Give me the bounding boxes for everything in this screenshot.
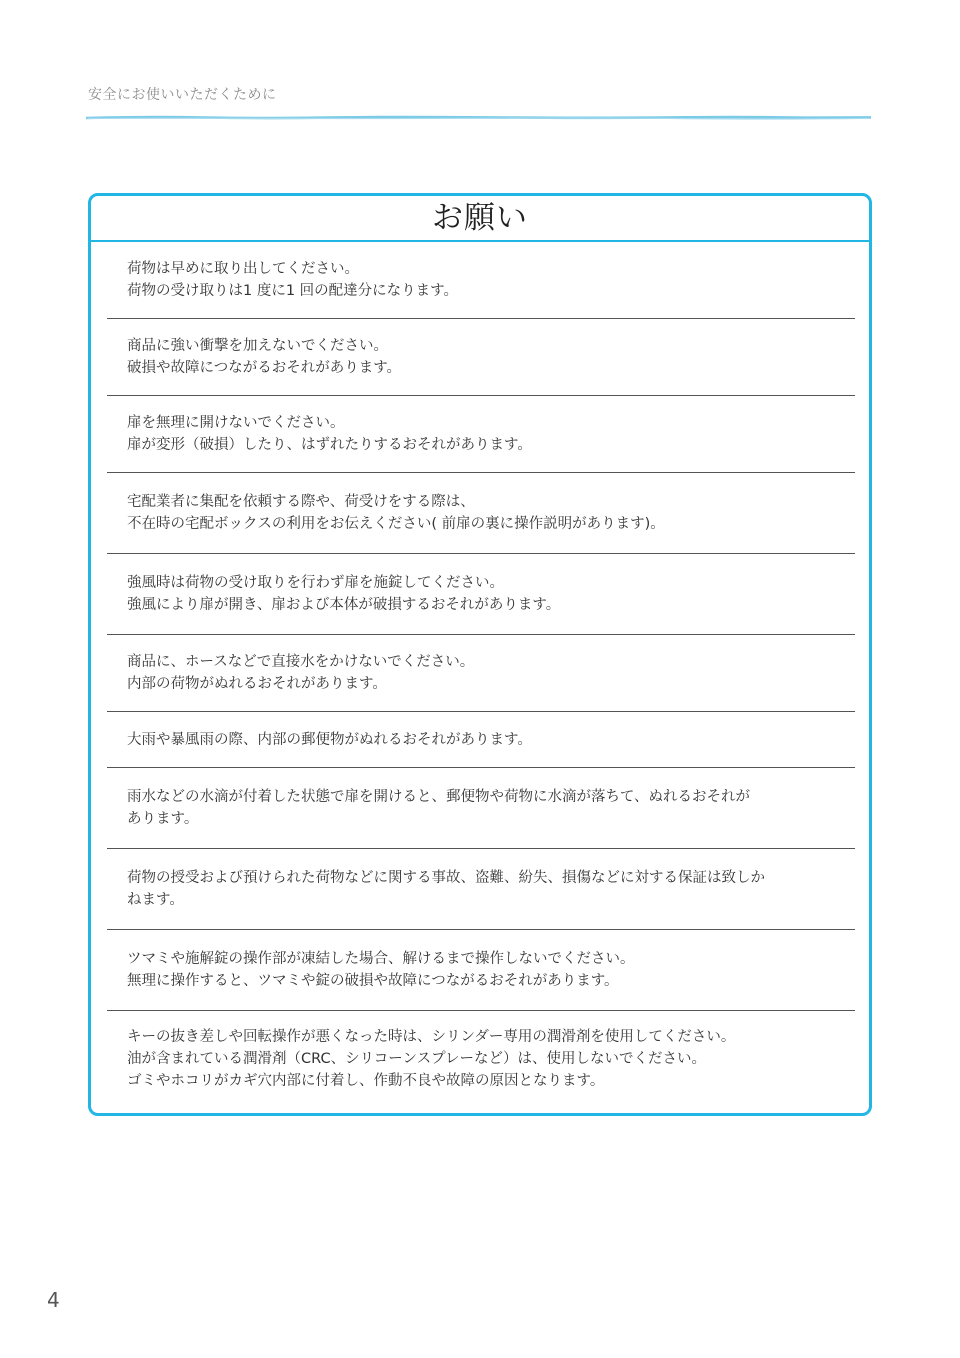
notice-item — [107, 554, 855, 635]
notice-item — [107, 849, 855, 930]
notice-line: 内部の荷物がぬれるおそれがあります。 — [127, 676, 387, 692]
notice-item — [107, 635, 855, 712]
notice-line: 荷物は早めに取り出してください。 — [127, 261, 359, 277]
notice-item — [107, 768, 855, 849]
notice-item — [107, 242, 855, 319]
notice-line: 商品に強い衝撃を加えないでください。 — [127, 338, 388, 354]
notice-line: 油が含まれている潤滑剤（CRC、シリコーンスプレーなど）は、使用しないでください。 — [127, 1051, 707, 1067]
notice-box — [88, 193, 872, 1116]
page-number: 4 — [47, 1288, 60, 1312]
notice-line: 宅配業者に集配を依頼する際や、荷受けをする際は、 — [127, 494, 475, 510]
notice-line: 破損や故障につながるおそれがあります。 — [127, 360, 402, 376]
notice-line: 扉が変形（破損）したり、はずれたりするおそれがあります。 — [127, 437, 532, 453]
notice-line: 荷物の授受および預けられた荷物などに関する事故、盗難、紛失、損傷などに対する保証は致しか — [127, 870, 765, 886]
notice-line: 不在時の宅配ボックスの利用をお伝えください( 前扉の裏に操作説明があります)。 — [127, 516, 665, 532]
notice-line: あります。 — [127, 811, 199, 827]
notice-line: 雨水などの水滴が付着した状態で扉を開けると、郵便物や荷物に水滴が落ちて、ぬれるおそれが — [127, 789, 751, 805]
notice-item — [107, 1011, 855, 1107]
notice-list — [91, 242, 869, 1107]
notice-line: 無理に操作すると、ツマミや錠の破損や故障につながるおそれがあります。 — [127, 973, 619, 989]
header-rule — [86, 115, 871, 120]
notice-item — [107, 396, 855, 473]
notice-line: 扉を無理に開けないでください。 — [127, 415, 345, 431]
notice-line: 商品に、ホースなどで直接水をかけないでください。 — [127, 654, 475, 670]
notice-line: ねます。 — [127, 892, 184, 908]
notice-line: 強風時は荷物の受け取りを行わず扉を施錠してください。 — [127, 575, 504, 591]
notice-line: 強風により扉が開き、扉および本体が破損するおそれがあります。 — [127, 597, 561, 613]
notice-line: キーの抜き差しや回転操作が悪くなった時は、シリンダー専用の潤滑剤を使用してください。 — [127, 1029, 736, 1045]
notice-line: ゴミやホコリがカギ穴内部に付着し、作動不良や故障の原因となります。 — [127, 1073, 605, 1089]
notice-line: 荷物の受け取りは1 度に1 回の配達分になります。 — [127, 283, 459, 299]
notice-item — [107, 712, 855, 768]
notice-item — [107, 930, 855, 1011]
notice-item — [107, 473, 855, 554]
notice-line: ツマミや施解錠の操作部が凍結した場合、解けるまで操作しないでください。 — [127, 951, 635, 967]
notice-title: お願い — [91, 196, 869, 242]
notice-item — [107, 319, 855, 396]
notice-line: 大雨や暴風雨の際、内部の郵便物がぬれるおそれがあります。 — [127, 731, 532, 748]
section-header: 安全にお使いいただくために — [88, 87, 277, 103]
